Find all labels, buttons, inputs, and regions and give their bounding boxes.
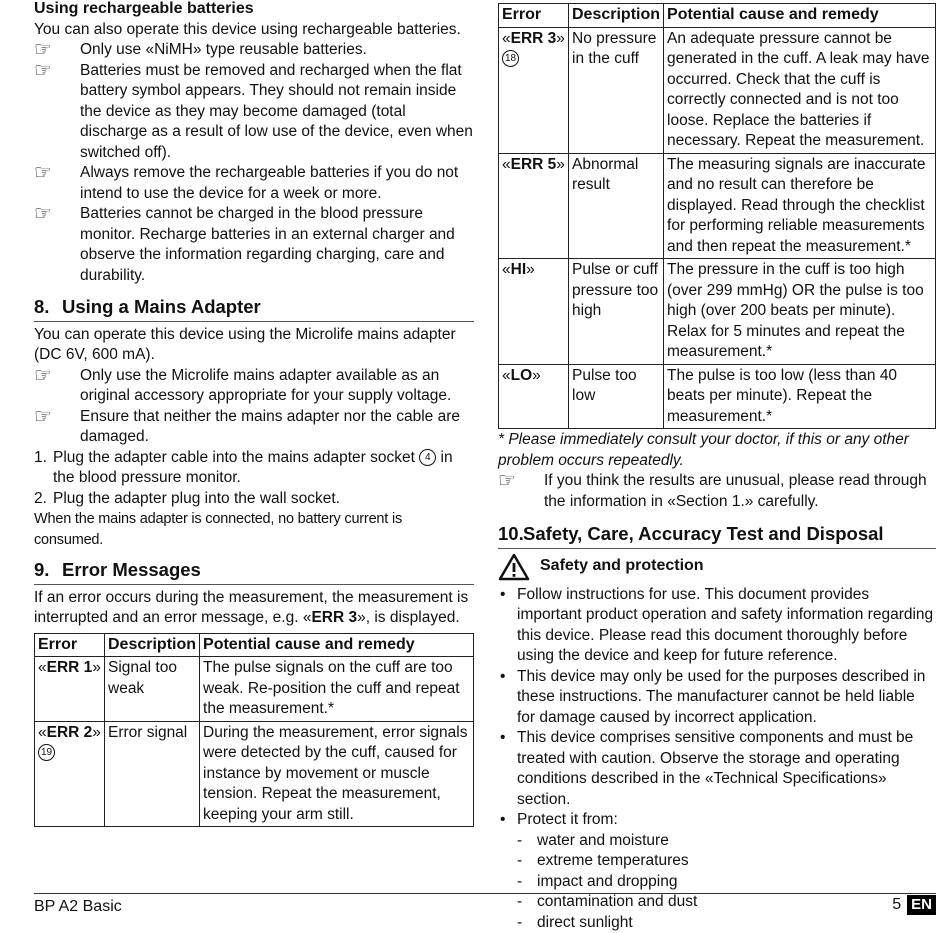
table-row — [499, 153, 936, 259]
column-header: Error — [35, 633, 105, 657]
description-cell: Error signal — [105, 721, 200, 827]
column-header: Error — [499, 4, 569, 28]
safety-subheading-row: Safety and protection — [498, 553, 936, 581]
pointing-hand-icon: ☞ — [498, 470, 516, 491]
pointing-hand-icon: ☞ — [34, 406, 52, 427]
warning-triangle-icon — [498, 553, 530, 581]
column-header: Potential cause and remedy — [664, 4, 936, 28]
remedy-cell: The pressure in the cuff is too high (over 299 mmHg) OR the pulse is too high (over 200 beats per minute). Relax for 5 minutes and repeat the measurement.* — [664, 259, 936, 365]
note-item: ☞ Batteries cannot be charged in the blood pressure monitor. Recharge batteries in an external charger and observe the information regarding charging, care and durability. — [34, 204, 474, 286]
note-item: ☞ Ensure that neither the mains adapter nor the cable are damaged. — [34, 407, 474, 448]
description-cell: Abnormal result — [569, 153, 664, 259]
remedy-cell: The measuring signals are inaccurate and no result can therefore be displayed. Read through the checklist for performing reliable measurements and then repeat the measurement.* — [664, 153, 936, 259]
safety-bullets — [498, 585, 936, 831]
error-code-cell: «ERR 1» — [35, 657, 105, 722]
column-header: Description — [569, 4, 664, 28]
mains-intro: You can operate this device using the Microlife mains adapter (DC 6V, 600 mA). — [34, 325, 474, 366]
rechargeable-heading: Using rechargeable batteries — [34, 0, 474, 20]
note-item: ☞ Always remove the rechargeable batteries if you do not intend to use the device for a week or more. — [34, 163, 474, 204]
dash-icon: - — [517, 892, 522, 913]
errors-hint — [498, 471, 936, 512]
remedy-cell: An adequate pressure cannot be generated in the cuff. A leak may have occurred. Check that the cuff is correctly connected and is not too loose. Replace the batteries if necessary. Repeat the measurement. — [664, 27, 936, 153]
rechargeable-notes — [34, 40, 474, 286]
description-cell: Pulse or cuff pressure too high — [569, 259, 664, 365]
dash-icon: - — [517, 851, 522, 872]
reference-number: 19 — [38, 744, 55, 761]
table-row — [499, 27, 936, 153]
dash-icon: - — [517, 831, 522, 852]
table-row — [499, 259, 936, 365]
right-column — [498, 0, 936, 933]
list-item: • Follow instructions for use. This document provides important product operation and safety information regarding this device. Please read this document thoroughly before using the device and keep for future reference. — [498, 585, 936, 667]
pointing-hand-icon: ☞ — [34, 203, 52, 224]
error-code-cell: «ERR 5» — [499, 153, 569, 259]
column-header: Potential cause and remedy — [200, 633, 474, 657]
list-item: - direct sunlight — [498, 913, 936, 933]
mains-footnote: When the mains adapter is connected, no battery current is consumed. — [34, 509, 474, 550]
step-2: 2. Plug the adapter plug into the wall socket. — [34, 489, 474, 510]
table-header-row — [499, 4, 936, 28]
pointing-hand-icon: ☞ — [34, 365, 52, 386]
error-code-cell: «HI» — [499, 259, 569, 365]
bullet-icon: • — [500, 667, 505, 688]
column-header: Description — [105, 633, 200, 657]
table-row — [499, 364, 936, 429]
remedy-cell: The pulse signals on the cuff are too weak. Re-position the cuff and repeat the measurement.* — [200, 657, 474, 722]
list-item: - contamination and dust — [498, 892, 936, 913]
footer-page-info — [892, 895, 936, 916]
footer-model: BP A2 Basic — [34, 897, 122, 918]
list-item: - extreme temperatures — [498, 851, 936, 872]
dash-icon: - — [517, 913, 522, 933]
reference-number: 4 — [419, 449, 436, 466]
section-10-title: 10.Safety, Care, Accuracy Test and Disposal — [498, 524, 936, 549]
table-row — [35, 657, 474, 722]
error-code-cell: «ERR 3» 18 — [499, 27, 569, 153]
bullet-icon: • — [500, 585, 505, 606]
bullet-icon: • — [500, 728, 505, 749]
pointing-hand-icon: ☞ — [34, 60, 52, 81]
error-code-cell: «ERR 2» 19 — [35, 721, 105, 827]
note-item: ☞ Only use «NiMH» type reusable batteries. — [34, 40, 474, 61]
pointing-hand-icon: ☞ — [34, 39, 52, 60]
reference-number: 18 — [502, 50, 519, 67]
note-item: ☞ If you think the results are unusual, please read through the information in «Section 1.» carefully. — [498, 471, 936, 512]
remedy-cell: The pulse is too low (less than 40 beats per minute). Repeat the measurement.* — [664, 364, 936, 429]
list-item: - water and moisture — [498, 831, 936, 852]
note-item: ☞ Only use the Microlife mains adapter available as an original accessory appropriate for your supply voltage. — [34, 366, 474, 407]
error-table-2 — [498, 3, 936, 429]
left-column — [34, 0, 474, 827]
note-item: ☞ Batteries must be removed and recharged when the flat battery symbol appears. They should not remain inside the device as they may become damaged (total discharge as a result of low use of the device, even when switched off). — [34, 61, 474, 164]
page-number: 5 — [892, 895, 901, 916]
bullet-icon: • — [500, 810, 505, 831]
table-footnote: * Please immediately consult your doctor, if this or any other problem occurs repeatedly. — [498, 430, 936, 471]
table-header-row — [35, 633, 474, 657]
step-1: 1. Plug the adapter cable into the mains adapter socket 4 in the blood pressure monitor. — [34, 448, 474, 489]
pointing-hand-icon: ☞ — [34, 162, 52, 183]
list-item: • This device comprises sensitive components and must be treated with caution. Observe the storage and operating conditions described in the «Technical Specifications» section. — [498, 728, 936, 810]
list-item: - impact and dropping — [498, 872, 936, 893]
rechargeable-intro: You can also operate this device using rechargeable batteries. — [34, 20, 474, 41]
description-cell: Pulse too low — [569, 364, 664, 429]
description-cell: No pressure in the cuff — [569, 27, 664, 153]
error-table-1 — [34, 633, 474, 828]
footer-divider — [34, 893, 936, 894]
errors-intro: If an error occurs during the measurement, the measurement is interrupted and an error message, e.g. «ERR 3», is displayed. — [34, 588, 474, 629]
list-item: • This device may only be used for the purposes described in these instructions. The manufacturer cannot be held liable for damage caused by incorrect application. — [498, 667, 936, 729]
description-cell: Signal too weak — [105, 657, 200, 722]
remedy-cell: During the measurement, error signals were detected by the cuff, caused for instance by movement or muscle tension. Repeat the measurement, keeping your arm still. — [200, 721, 474, 827]
section-8-title: 8. Using a Mains Adapter — [34, 297, 474, 322]
list-item: • Protect it from: — [498, 810, 936, 831]
table-row — [35, 721, 474, 827]
mains-notes — [34, 366, 474, 448]
section-9-title: 9. Error Messages — [34, 560, 474, 585]
language-badge: EN — [907, 895, 936, 915]
error-code-cell: «LO» — [499, 364, 569, 429]
dash-icon: - — [517, 872, 522, 893]
